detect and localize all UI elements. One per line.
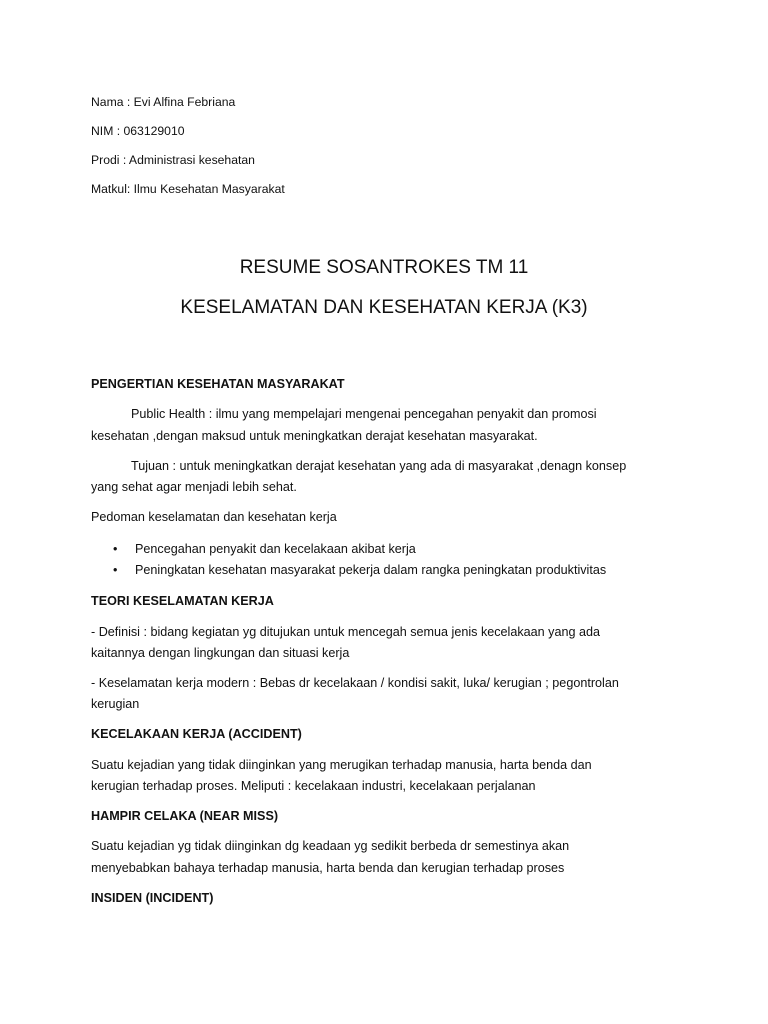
list-item bbox=[113, 541, 416, 557]
list-item-text: Pencegahan penyakit dan kecelakaan akibat kerja bbox=[135, 542, 416, 556]
paragraph-definisi-line2: kaitannya dengan lingkungan dan situasi kerja bbox=[91, 646, 350, 660]
section-heading-teori: TEORI KESELAMATAN KERJA bbox=[91, 594, 274, 608]
section-heading-incident: INSIDEN (INCIDENT) bbox=[91, 891, 214, 905]
paragraph-public-health-line1: Public Health : ilmu yang mempelajari mengenai pencegahan penyakit dan promosi bbox=[131, 407, 597, 421]
paragraph-near-miss-line1: Suatu kejadian yg tidak diinginkan dg keadaan yg sedikit berbeda dr semestinya akan bbox=[91, 839, 570, 853]
paragraph-definisi-line1: - Definisi : bidang kegiatan yg ditujukan untuk mencegah semua jenis kecelakaan yang ada bbox=[91, 625, 600, 639]
bullet-icon: • bbox=[113, 563, 118, 577]
paragraph-accident-line2: kerugian terhadap proses. Meliputi : kecelakaan industri, kecelakaan perjalanan bbox=[91, 779, 536, 793]
section-heading-accident: KECELAKAAN KERJA (ACCIDENT) bbox=[91, 727, 302, 741]
course-name: Matkul: Ilmu Kesehatan Masyarakat bbox=[91, 182, 285, 196]
section-heading-near-miss: HAMPIR CELAKA (NEAR MISS) bbox=[91, 809, 279, 823]
paragraph-tujuan-line2: yang sehat agar menjadi lebih sehat. bbox=[91, 480, 297, 494]
student-program: Prodi : Administrasi kesehatan bbox=[91, 153, 255, 167]
paragraph-modern-line1: - Keselamatan kerja modern : Bebas dr kecelakaan / kondisi sakit, luka/ kerugian ; pegontrolan bbox=[91, 676, 619, 690]
paragraph-near-miss-line2: menyebabkan bahaya terhadap manusia, harta benda dan kerugian terhadap proses bbox=[91, 861, 565, 875]
list-item bbox=[113, 562, 606, 578]
document-subtitle: KESELAMATAN DAN KESEHATAN KERJA (K3) bbox=[180, 297, 588, 318]
list-item-text: Peningkatan kesehatan masyarakat pekerja dalam rangka peningkatan produktivitas bbox=[135, 563, 607, 577]
paragraph-accident-line1: Suatu kejadian yang tidak diinginkan yang merugikan terhadap manusia, harta benda dan bbox=[91, 758, 592, 772]
paragraph-tujuan-line1: Tujuan : untuk meningkatkan derajat kesehatan yang ada di masyarakat ,denagn konsep bbox=[131, 459, 627, 473]
student-name: Nama : Evi Alfina Febriana bbox=[91, 95, 236, 109]
pedoman-label: Pedoman keselamatan dan kesehatan kerja bbox=[91, 510, 337, 524]
bullet-icon: • bbox=[113, 542, 118, 556]
section-heading-pengertian: PENGERTIAN KESEHATAN MASYARAKAT bbox=[91, 377, 345, 391]
paragraph-public-health-line2: kesehatan ,dengan maksud untuk meningkatkan derajat kesehatan masyarakat. bbox=[91, 429, 538, 443]
student-nim: NIM : 063129010 bbox=[91, 124, 185, 138]
document-title: RESUME SOSANTROKES TM 11 bbox=[239, 257, 529, 278]
paragraph-modern-line2: kerugian bbox=[91, 697, 140, 711]
